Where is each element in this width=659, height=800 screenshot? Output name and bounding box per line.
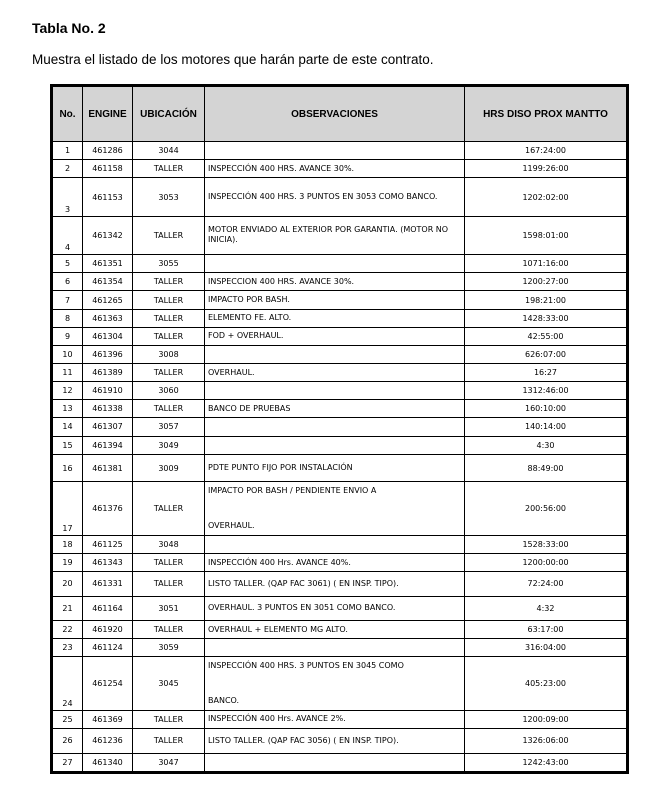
cell-hrs: 4:30	[465, 436, 627, 454]
cell-no: 3	[53, 178, 83, 216]
table-row	[53, 309, 627, 327]
table-row	[53, 553, 627, 571]
cell-observaciones	[205, 142, 465, 160]
cell-engine: 461286	[83, 142, 133, 160]
cell-hrs: 1200:09:00	[465, 710, 627, 728]
cell-ubicacion: 3051	[133, 596, 205, 621]
cell-observaciones: INSPECCIÓN 400 Hrs. AVANCE 2%.	[205, 710, 465, 728]
table-row	[53, 454, 627, 482]
observaciones-line-2: BANCO.	[208, 695, 240, 705]
cell-engine: 461331	[83, 572, 133, 597]
table-row	[53, 345, 627, 363]
cell-engine: 461351	[83, 255, 133, 273]
cell-ubicacion: 3045	[133, 657, 205, 710]
observaciones-line-1: IMPACTO POR BASH / PENDIENTE ENVIO A	[208, 486, 377, 496]
cell-engine: 461394	[83, 436, 133, 454]
cell-no: 26	[53, 729, 83, 754]
cell-engine: 461236	[83, 729, 133, 754]
cell-no: 19	[53, 553, 83, 571]
cell-ubicacion: TALLER	[133, 216, 205, 254]
cell-engine: 461265	[83, 291, 133, 309]
cell-observaciones: BANCO DE PRUEBAS	[205, 400, 465, 418]
cell-ubicacion: TALLER	[133, 553, 205, 571]
cell-ubicacion: 3055	[133, 255, 205, 273]
cell-hrs: 140:14:00	[465, 418, 627, 436]
cell-no: 5	[53, 255, 83, 273]
cell-engine: 461920	[83, 621, 133, 639]
observaciones-lines	[208, 657, 461, 709]
cell-observaciones: INSPECCIÓN 400 HRS. 3 PUNTOS EN 3053 COMO BANCO.	[205, 178, 465, 216]
cell-observaciones	[205, 535, 465, 553]
cell-hrs: 1528:33:00	[465, 535, 627, 553]
cell-ubicacion: 3008	[133, 345, 205, 363]
table-row	[53, 291, 627, 309]
observaciones-line-2: OVERHAUL.	[208, 520, 255, 530]
cell-no: 27	[53, 753, 83, 771]
cell-observaciones: FOD + OVERHAUL.	[205, 327, 465, 345]
cell-hrs: 160:10:00	[465, 400, 627, 418]
cell-engine: 461125	[83, 535, 133, 553]
cell-ubicacion: 3009	[133, 454, 205, 482]
cell-ubicacion: TALLER	[133, 364, 205, 382]
cell-engine: 461369	[83, 710, 133, 728]
engines-table	[52, 86, 627, 772]
observaciones-lines	[208, 482, 461, 534]
cell-observaciones	[205, 753, 465, 771]
cell-engine: 461342	[83, 216, 133, 254]
header-hrs: HRS DISO PROX MANTTO	[465, 87, 627, 142]
cell-no: 15	[53, 436, 83, 454]
cell-hrs: 16:27	[465, 364, 627, 382]
cell-no: 25	[53, 710, 83, 728]
cell-engine: 461343	[83, 553, 133, 571]
cell-no: 23	[53, 639, 83, 657]
table-row	[53, 710, 627, 728]
cell-hrs: 316:04:00	[465, 639, 627, 657]
cell-ubicacion: TALLER	[133, 327, 205, 345]
cell-engine: 461340	[83, 753, 133, 771]
cell-engine: 461164	[83, 596, 133, 621]
table-row	[53, 364, 627, 382]
cell-observaciones	[205, 255, 465, 273]
cell-no: 20	[53, 572, 83, 597]
cell-no: 2	[53, 160, 83, 178]
cell-observaciones	[205, 482, 465, 535]
cell-observaciones: OVERHAUL + ELEMENTO MG ALTO.	[205, 621, 465, 639]
cell-observaciones: LISTO TALLER. (QAP FAC 3061) ( EN INSP. TIPO).	[205, 572, 465, 597]
cell-observaciones: MOTOR ENVIADO AL EXTERIOR POR GARANTIA. (MOTOR NO INICIA).	[205, 216, 465, 254]
cell-engine: 461304	[83, 327, 133, 345]
cell-no: 9	[53, 327, 83, 345]
cell-hrs: 1242:43:00	[465, 753, 627, 771]
cell-ubicacion: TALLER	[133, 729, 205, 754]
cell-hrs: 405:23:00	[465, 657, 627, 710]
table-row	[53, 657, 627, 710]
cell-hrs: 1428:33:00	[465, 309, 627, 327]
cell-no: 18	[53, 535, 83, 553]
cell-ubicacion: 3059	[133, 639, 205, 657]
cell-engine: 461124	[83, 639, 133, 657]
header-ubicacion: UBICACIÓN	[133, 87, 205, 142]
cell-ubicacion: TALLER	[133, 482, 205, 535]
header-engine: ENGINE	[83, 87, 133, 142]
cell-observaciones	[205, 418, 465, 436]
table-row	[53, 178, 627, 216]
cell-ubicacion: 3053	[133, 178, 205, 216]
cell-ubicacion: 3049	[133, 436, 205, 454]
cell-hrs: 88:49:00	[465, 454, 627, 482]
cell-no: 4	[53, 216, 83, 254]
table-row	[53, 572, 627, 597]
cell-engine: 461153	[83, 178, 133, 216]
cell-ubicacion: 3048	[133, 535, 205, 553]
cell-hrs: 626:07:00	[465, 345, 627, 363]
table-row	[53, 327, 627, 345]
cell-hrs: 1200:27:00	[465, 273, 627, 291]
table-row	[53, 216, 627, 254]
header-observaciones: OBSERVACIONES	[205, 87, 465, 142]
cell-ubicacion: TALLER	[133, 400, 205, 418]
cell-no: 8	[53, 309, 83, 327]
table-row	[53, 418, 627, 436]
cell-ubicacion: 3057	[133, 418, 205, 436]
header-no: No.	[53, 87, 83, 142]
cell-observaciones	[205, 436, 465, 454]
table-row	[53, 729, 627, 754]
table-row	[53, 753, 627, 771]
cell-observaciones: INSPECCIÓN 400 Hrs. AVANCE 40%.	[205, 553, 465, 571]
cell-hrs: 1312:46:00	[465, 382, 627, 400]
table-description: Muestra el listado de los motores que harán parte de este contrato.	[32, 52, 434, 67]
cell-ubicacion: TALLER	[133, 621, 205, 639]
cell-ubicacion: TALLER	[133, 160, 205, 178]
cell-ubicacion: 3047	[133, 753, 205, 771]
cell-hrs: 1071:16:00	[465, 255, 627, 273]
engines-table-container	[50, 84, 629, 774]
table-row	[53, 142, 627, 160]
cell-ubicacion: TALLER	[133, 273, 205, 291]
cell-observaciones	[205, 657, 465, 710]
table-row	[53, 255, 627, 273]
cell-engine: 461354	[83, 273, 133, 291]
cell-no: 1	[53, 142, 83, 160]
cell-hrs: 1202:02:00	[465, 178, 627, 216]
cell-engine: 461338	[83, 400, 133, 418]
cell-observaciones	[205, 639, 465, 657]
cell-no: 11	[53, 364, 83, 382]
cell-engine: 461254	[83, 657, 133, 710]
cell-ubicacion: TALLER	[133, 309, 205, 327]
cell-no: 7	[53, 291, 83, 309]
cell-engine: 461389	[83, 364, 133, 382]
table-row	[53, 621, 627, 639]
table-body	[53, 142, 627, 772]
cell-no: 16	[53, 454, 83, 482]
cell-observaciones	[205, 382, 465, 400]
table-header-row	[53, 87, 627, 142]
cell-ubicacion: TALLER	[133, 710, 205, 728]
cell-no: 6	[53, 273, 83, 291]
cell-observaciones: INSPECCION 400 HRS. AVANCE 30%.	[205, 273, 465, 291]
table-row	[53, 160, 627, 178]
cell-hrs: 1199:26:00	[465, 160, 627, 178]
cell-observaciones: OVERHAUL. 3 PUNTOS EN 3051 COMO BANCO.	[205, 596, 465, 621]
cell-hrs: 63:17:00	[465, 621, 627, 639]
cell-hrs: 1598:01:00	[465, 216, 627, 254]
cell-hrs: 200:56:00	[465, 482, 627, 535]
table-row	[53, 596, 627, 621]
table-row	[53, 535, 627, 553]
cell-engine: 461307	[83, 418, 133, 436]
cell-no: 12	[53, 382, 83, 400]
cell-engine: 461158	[83, 160, 133, 178]
cell-engine: 461396	[83, 345, 133, 363]
cell-no: 13	[53, 400, 83, 418]
cell-observaciones: INSPECCIÓN 400 HRS. AVANCE 30%.	[205, 160, 465, 178]
cell-ubicacion: 3060	[133, 382, 205, 400]
cell-no: 17	[53, 482, 83, 535]
cell-engine: 461376	[83, 482, 133, 535]
table-title: Tabla No. 2	[32, 20, 106, 36]
cell-observaciones: IMPACTO POR BASH.	[205, 291, 465, 309]
cell-ubicacion: TALLER	[133, 572, 205, 597]
table-row	[53, 639, 627, 657]
cell-engine: 461910	[83, 382, 133, 400]
cell-ubicacion: TALLER	[133, 291, 205, 309]
cell-observaciones: OVERHAUL.	[205, 364, 465, 382]
cell-no: 10	[53, 345, 83, 363]
cell-hrs: 72:24:00	[465, 572, 627, 597]
cell-engine: 461381	[83, 454, 133, 482]
cell-ubicacion: 3044	[133, 142, 205, 160]
cell-observaciones: PDTE PUNTO FIJO POR INSTALACIÓN	[205, 454, 465, 482]
cell-hrs: 167:24:00	[465, 142, 627, 160]
cell-observaciones	[205, 345, 465, 363]
table-row	[53, 273, 627, 291]
table-row	[53, 436, 627, 454]
table-row	[53, 382, 627, 400]
cell-no: 24	[53, 657, 83, 710]
cell-hrs: 42:55:00	[465, 327, 627, 345]
cell-no: 21	[53, 596, 83, 621]
table-row	[53, 482, 627, 535]
cell-hrs: 198:21:00	[465, 291, 627, 309]
cell-hrs: 1200:00:00	[465, 553, 627, 571]
cell-hrs: 1326:06:00	[465, 729, 627, 754]
cell-engine: 461363	[83, 309, 133, 327]
cell-observaciones: ELEMENTO FE. ALTO.	[205, 309, 465, 327]
observaciones-line-1: INSPECCIÓN 400 HRS. 3 PUNTOS EN 3045 COMO	[208, 661, 404, 671]
cell-hrs: 4:32	[465, 596, 627, 621]
table-row	[53, 400, 627, 418]
cell-observaciones: LISTO TALLER. (QAP FAC 3056) ( EN INSP. TIPO).	[205, 729, 465, 754]
cell-no: 22	[53, 621, 83, 639]
cell-no: 14	[53, 418, 83, 436]
